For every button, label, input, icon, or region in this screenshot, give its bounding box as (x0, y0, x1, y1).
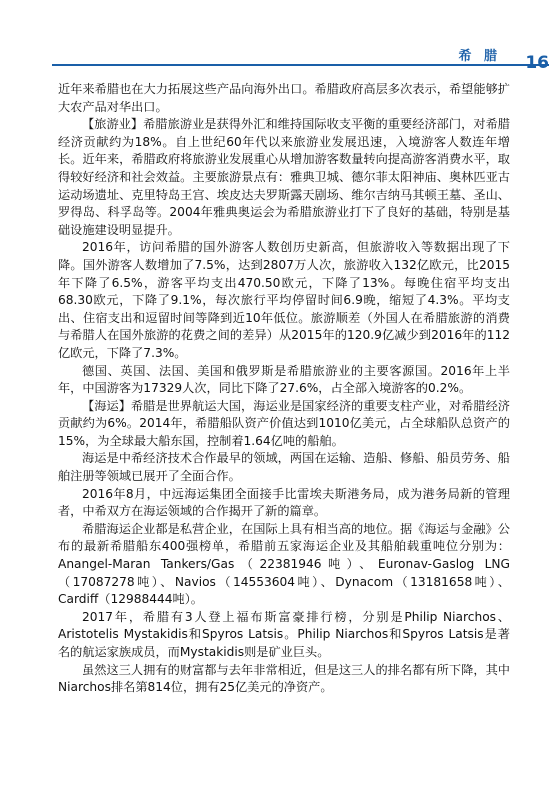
page-header (0, 0, 559, 90)
paragraph: 2016年8月，中远海运集团全面接手比雷埃夫斯港务局，成为港务局新的管理者，中希双方在海运领域的合作揭开了新的篇章。 (58, 486, 510, 519)
paragraph: 2016年，访问希腊的国外游客人数创历史新高，但旅游收入等数据出现了下降。国外游客人数增加了7.5%，达到2807万人次，旅游收入132亿欧元，比2015年下降了6.5%，游客平均支出470.50欧元，下降了13%。每晚住宿平均支出68.30欧元，下降了9.1%，每次旅行平均停留时间6.9晚，缩短了4.3%。平均支出、住宿支出和逗留时间等降到近10年低位。旅游顺差（外国人在希腊旅游的消费与希腊人在国外旅游的花费之间的差异）从2015年的120.9亿减少到2016年的112亿欧元，下降了7.3%。 (58, 240, 510, 360)
page-number: 16 (525, 53, 549, 73)
paragraph: 近年来希腊也在大力拓展这些产品向海外出口。希腊政府高层多次表示，希望能够扩大农产品对华出口。 (58, 82, 510, 114)
paragraph: 希腊海运企业都是私营企业，在国际上具有相当高的地位。据《海运与金融》公布的最新希腊船东400强榜单，希腊前五家海运企业及其船舶载重吨位分别为：Anangel-Maran Tankers/Gas（22381946吨）、Euronav-Gaslog LNG（17087278吨）、Navios（14553604吨）、Dynacom（13181658吨）、Cardiff（12988444吨）。 (58, 521, 510, 607)
paragraph: 2017年，希腊有3人登上福布斯富豪排行榜，分别是Philip Niarchos、Aristotelis Mystakidis和Spyros Latsis。Philip Niarchos和Spyros Latsis是著名的航运家族成员，而Mystakidis则是矿业巨头。 (58, 609, 510, 659)
paragraph: 【旅游业】希腊旅游业是获得外汇和维持国际收支平衡的重要经济部门，对希腊经济贡献约为18%。自上世纪60年代以来旅游业发展迅速，入境游客人数连年增长。近年来，希腊政府将旅游业发展重心从增加游客数量转向提高游客消费水平，取得较好经济和社会效益。主要旅游景点有：雅典卫城、德尔菲太阳神庙、奥林匹亚古运动场遗址、克里特岛王宫、埃皮达夫罗斯露天剧场、维尔吉纳马其顿王墓、圣山、罗得岛、科孚岛等。2004年雅典奥运会为希腊旅游业打下了良好的基础，特别是基础设施建设明显提升。 (58, 117, 510, 237)
body-text (58, 81, 510, 697)
paragraph: 德国、英国、法国、美国和俄罗斯是希腊旅游业的主要客源国。2016年上半年，中国游客为17329人次，同比下降了27.6%，占全部入境游客的0.2%。 (58, 363, 510, 396)
header-rule (52, 64, 549, 66)
paragraph: 海运是中希经济技术合作最早的领域，两国在运输、造船、修船、船员劳务、船舶注册等领域已展开了全面合作。 (58, 451, 510, 484)
running-title: 希 腊 (458, 49, 501, 64)
paragraph: 虽然这三人拥有的财富都与去年非常相近，但是这三人的排名都有所下降，其中Niarchos排名第814位，拥有25亿美元的净资产。 (58, 662, 510, 695)
paragraph: 【海运】希腊是世界航运大国，海运业是国家经济的重要支柱产业，对希腊经济贡献约为6%。2014年，希腊船队资产价值达到1010亿美元，占全球船队总资产的15%，为全球最大船东国，控制着1.64亿吨的船舶。 (58, 398, 510, 448)
